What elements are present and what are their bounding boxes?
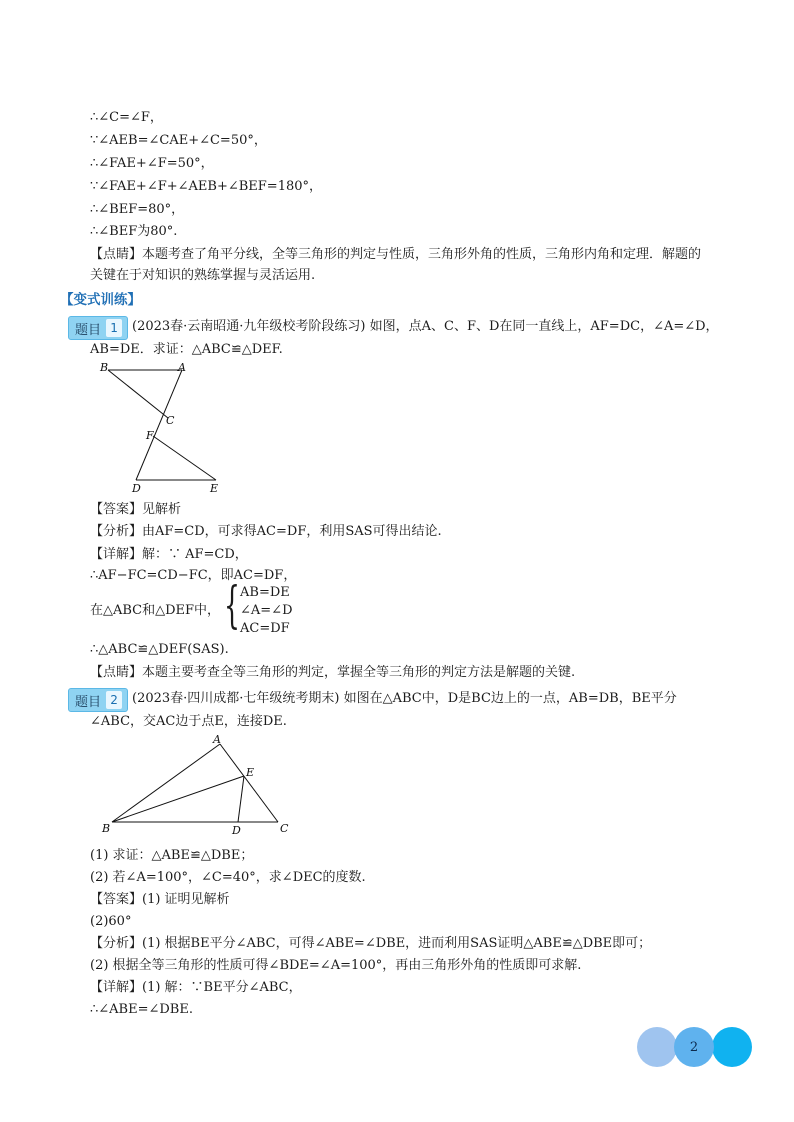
detail-line: 在△ABC和△DEF中， [90,603,221,618]
point-label-d: D [132,482,141,495]
point-label-f: F [146,429,154,442]
system-line: AC=DF [240,621,290,636]
system-line: AB=DE [240,585,290,600]
proof-line: ∵∠FAE+∠F+∠AEB+∠BEF=180°， [90,179,323,194]
tag-label: 题目 [75,694,102,710]
segment-fe [153,436,216,480]
answer: 【答案】(1) 证明见解析 [90,892,230,907]
question: (1) 求证：△ABE≌△DBE； [90,848,254,863]
point-label-e: E [210,482,219,495]
segment-be [112,776,244,822]
tag-label: 题目 [75,322,102,338]
point-label-c: C [166,414,175,427]
detail-line: ∴∠ABE=∠DBE. [90,1002,193,1017]
figure-1 [96,358,236,498]
section-title: 【变式训练】 [60,292,141,308]
comment-line: 【点睛】本题考查了角平分线，全等三角形的判定与性质，三角形外角的性质，三角形内角和定理．解题的 [90,247,702,262]
analysis: 【分析】由AF=CD，可求得AC=DF，利用SAS可得出结论. [90,524,442,539]
point-label-b: B [100,361,109,374]
proof-line: ∴∠BEF=80°， [90,202,185,217]
system-brace: { [224,576,240,634]
analysis: (2) 根据全等三角形的性质可得∠BDE=∠A=100°，再由三角形外角的性质即可求解. [90,958,582,973]
analysis: 【分析】(1) 根据BE平分∠ABC，可得∠ABE=∠DBE，进而利用SAS证明△ABE≌△DBE即可； [90,936,652,951]
problem-tag-2 [68,688,128,712]
page-decoration [637,1027,677,1067]
segment-ac [220,744,278,822]
segment-ba [112,744,220,822]
comment-line: 关键在于对知识的熟练掌握与灵活运用. [90,268,316,283]
detail-line: 【详解】解：∵ AF=CD， [90,547,248,562]
detail-line: ∴AF−FC=CD−FC，即AC=DF， [90,568,297,583]
figure-2 [96,732,306,840]
point-label-c: C [280,822,289,835]
detail-line: ∴△ABC≌△DEF(SAS). [90,642,229,657]
point-label-b: B [102,822,111,835]
tag-number: 1 [106,319,122,337]
point-label-d: D [232,824,241,837]
proof-line: ∴∠BEF为80°. [90,224,178,239]
problem-text: (2023春·四川成都·七年级统考期末) 如图在△ABC中，D是BC边上的一点，AB=DB，BE平分 [132,691,677,706]
tag-number: 2 [106,691,122,709]
problem-text: AB=DE．求证：△ABC≌△DEF. [90,342,283,357]
detail-line: 【详解】(1) 解：∵BE平分∠ABC， [90,980,302,995]
question: (2) 若∠A=100°，∠C=40°，求∠DEC的度数. [90,870,366,885]
point-label-a: A [213,733,221,746]
proof-line: ∴∠FAE+∠F=50°， [90,156,214,171]
point-label-e: E [246,766,255,779]
proof-line: ∴∠C=∠F， [90,110,163,125]
system-line: ∠A=∠D [240,603,293,618]
problem-text: ∠ABC，交AC边于点E，连接DE. [90,714,287,729]
segment-ad [136,370,182,480]
proof-line: ∵∠AEB=∠CAE+∠C=50°， [90,133,267,148]
problem-tag-1 [68,316,128,340]
segment-de [238,776,244,822]
comment-line: 【点睛】本题主要考查全等三角形的判定，掌握全等三角形的判定方法是解题的关键. [90,665,576,680]
segment-bc [108,370,168,418]
page-decoration [712,1027,752,1067]
answer: 【答案】见解析 [90,502,182,517]
page-number: 2 [674,1027,714,1067]
point-label-a: A [178,361,186,374]
problem-text: (2023春·云南昭通·九年级校考阶段练习) 如图，点A、C、F、D在同一直线上，AF=DC，∠A=∠D， [132,319,719,334]
answer: (2)60° [90,914,132,929]
